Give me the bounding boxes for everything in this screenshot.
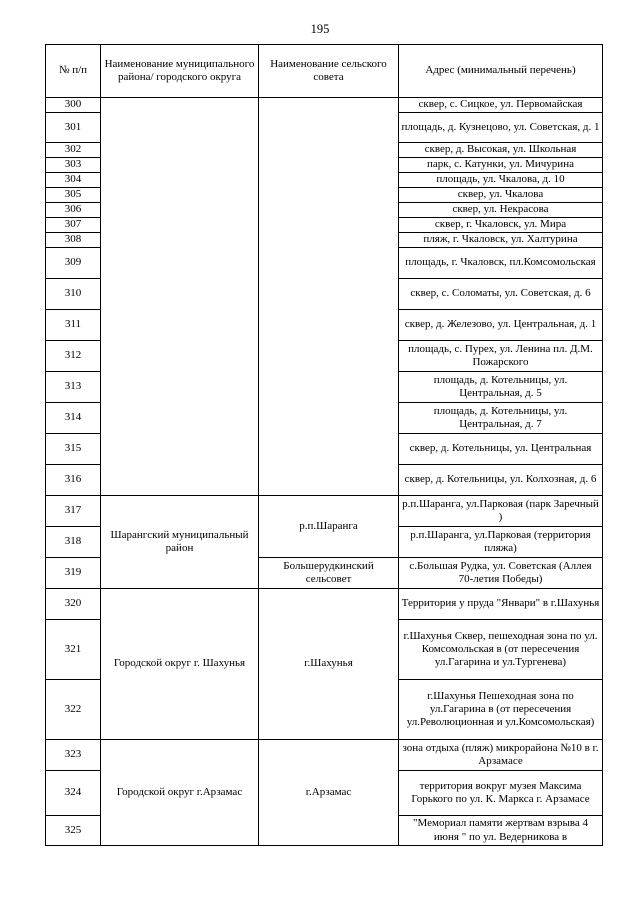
row-number: 317 (46, 496, 101, 527)
address-cell: Территория у пруда "Январи" в г.Шахунья (399, 589, 603, 620)
address-cell: сквер, ул. Некрасова (399, 203, 603, 218)
address-cell: площадь, д. Котельницы, ул. Центральная, д. 7 (399, 403, 603, 434)
address-cell: г.Шахунья Пешеходная зона по ул.Гагарина в (от пересечения ул.Революционная и ул.Комсомольская) (399, 680, 603, 740)
address-cell: парк, с. Катунки, ул. Мичурина (399, 158, 603, 173)
address-cell: сквер, ул. Чкалова (399, 188, 603, 203)
address-cell: территория вокруг музея Максима Горького по ул. К. Маркса г. Арзамасе (399, 771, 603, 816)
address-cell: сквер, с. Соломаты, ул. Советская, д. 6 (399, 279, 603, 310)
row-number: 314 (46, 403, 101, 434)
places-table (45, 44, 603, 846)
district-cell: Шарангский муниципальный район (101, 496, 259, 589)
row-number: 313 (46, 372, 101, 403)
row-number: 300 (46, 98, 101, 113)
row-number: 319 (46, 558, 101, 589)
row-number: 321 (46, 620, 101, 680)
row-number: 316 (46, 465, 101, 496)
address-cell: сквер, д. Высокая, ул. Школьная (399, 143, 603, 158)
row-number: 322 (46, 680, 101, 740)
table-row (46, 98, 603, 113)
address-cell: сквер, д. Котельницы, ул. Колхозная, д. 6 (399, 465, 603, 496)
address-cell: сквер, с. Сицкое, ул. Первомайская (399, 98, 603, 113)
council-cell: Большерудкинский сельсовет (259, 558, 399, 589)
district-cell (101, 98, 259, 496)
row-number: 315 (46, 434, 101, 465)
row-number: 325 (46, 816, 101, 846)
address-cell: с.Большая Рудка, ул. Советская (Аллея 70-летия Победы) (399, 558, 603, 589)
district-cell: Городской округ г.Арзамас (101, 740, 259, 846)
address-cell: зона отдыха (пляж) микрорайона №10 в г. Арзамасе (399, 740, 603, 771)
address-cell: пляж, г. Чкаловск, ул. Халтурина (399, 233, 603, 248)
row-number: 312 (46, 341, 101, 372)
district-cell: Городской округ г. Шахунья (101, 589, 259, 740)
table-row (46, 589, 603, 620)
row-number: 307 (46, 218, 101, 233)
council-cell: р.п.Шаранга (259, 496, 399, 558)
address-cell: г.Шахунья Сквер, пешеходная зона по ул. Комсомольская в (от пересечения ул.Гагарина и ул.Тургенева) (399, 620, 603, 680)
table-row (46, 496, 603, 527)
council-cell: г.Шахунья (259, 589, 399, 740)
row-number: 318 (46, 527, 101, 558)
row-number: 302 (46, 143, 101, 158)
address-cell: площадь, д. Котельницы, ул. Центральная, д. 5 (399, 372, 603, 403)
address-cell: сквер, д. Железово, ул. Центральная, д. 1 (399, 310, 603, 341)
row-number: 308 (46, 233, 101, 248)
table-header-row (46, 45, 603, 98)
row-number: 301 (46, 113, 101, 143)
council-cell (259, 98, 399, 496)
header-council: Наименование сельского совета (259, 45, 399, 98)
address-cell: площадь, д. Кузнецово, ул. Советская, д. 1 (399, 113, 603, 143)
address-cell: р.п.Шаранга, ул.Парковая (территория пляжа) (399, 527, 603, 558)
row-number: 306 (46, 203, 101, 218)
header-number: № п/п (46, 45, 101, 98)
council-cell: г.Арзамас (259, 740, 399, 846)
address-cell: сквер, г. Чкаловск, ул. Мира (399, 218, 603, 233)
address-cell: сквер, д. Котельницы, ул. Центральная (399, 434, 603, 465)
row-number: 303 (46, 158, 101, 173)
header-district: Наименование муниципального района/ городского округа (101, 45, 259, 98)
address-cell: площадь, с. Пурех, ул. Ленина пл. Д.М. Пожарского (399, 341, 603, 372)
row-number: 310 (46, 279, 101, 310)
address-cell: площадь, г. Чкаловск, пл.Комсомольская (399, 248, 603, 279)
row-number: 320 (46, 589, 101, 620)
address-cell: "Мемориал памяти жертвам взрыва 4 июня " по ул. Ведерникова в (399, 816, 603, 846)
row-number: 304 (46, 173, 101, 188)
header-address: Адрес (минимальный перечень) (399, 45, 603, 98)
page-number: 195 (310, 22, 330, 36)
row-number: 305 (46, 188, 101, 203)
row-number: 311 (46, 310, 101, 341)
row-number: 324 (46, 771, 101, 816)
table-row (46, 740, 603, 771)
address-cell: площадь, ул. Чкалова, д. 10 (399, 173, 603, 188)
row-number: 309 (46, 248, 101, 279)
row-number: 323 (46, 740, 101, 771)
address-cell: р.п.Шаранга, ул.Парковая (парк Заречный ) (399, 496, 603, 527)
